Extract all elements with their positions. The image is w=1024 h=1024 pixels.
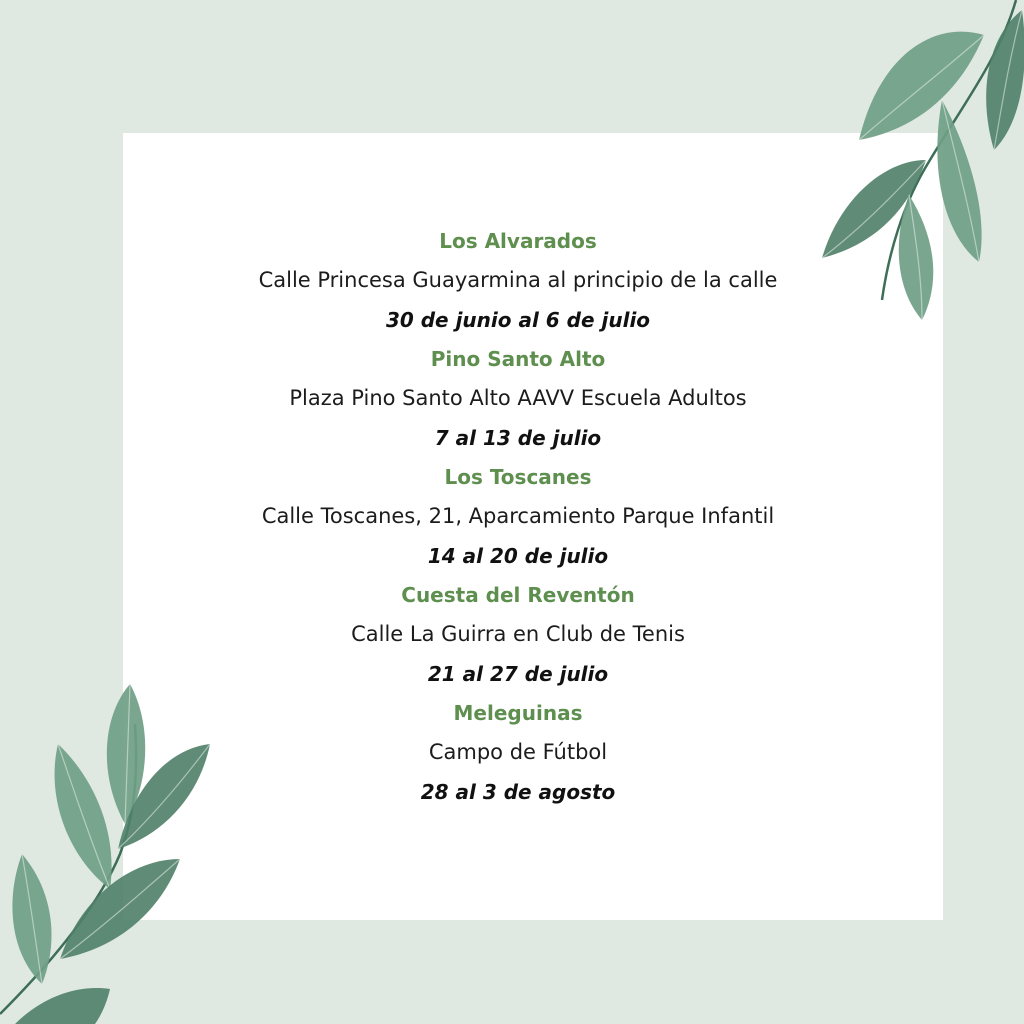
- place-address: Calle Princesa Guayarmina al principio de la calle: [258, 268, 778, 292]
- schedule-entry: [123, 222, 913, 340]
- date-range: 28 al 3 de agosto: [420, 780, 616, 804]
- schedule-entry: [123, 340, 913, 458]
- place-heading: Meleguinas: [453, 701, 583, 725]
- schedule-entry: [123, 576, 913, 694]
- date-range: 7 al 13 de julio: [434, 426, 602, 450]
- place-heading: Los Toscanes: [444, 465, 592, 489]
- place-heading: Cuesta del Reventón: [401, 583, 635, 607]
- place-address: Plaza Pino Santo Alto AAVV Escuela Adultos: [289, 386, 747, 410]
- schedule-list: [123, 222, 913, 812]
- date-range: 21 al 27 de julio: [427, 662, 609, 686]
- schedule-entry: [123, 694, 913, 812]
- place-heading: Pino Santo Alto: [430, 347, 606, 371]
- place-address: Calle La Guirra en Club de Tenis: [351, 622, 685, 646]
- place-heading: Los Alvarados: [439, 229, 597, 253]
- schedule-entry: [123, 458, 913, 576]
- date-range: 14 al 20 de julio: [427, 544, 609, 568]
- date-range: 30 de junio al 6 de julio: [385, 308, 651, 332]
- place-address: Campo de Fútbol: [428, 740, 608, 764]
- place-address: Calle Toscanes, 21, Aparcamiento Parque Infantil: [261, 504, 775, 528]
